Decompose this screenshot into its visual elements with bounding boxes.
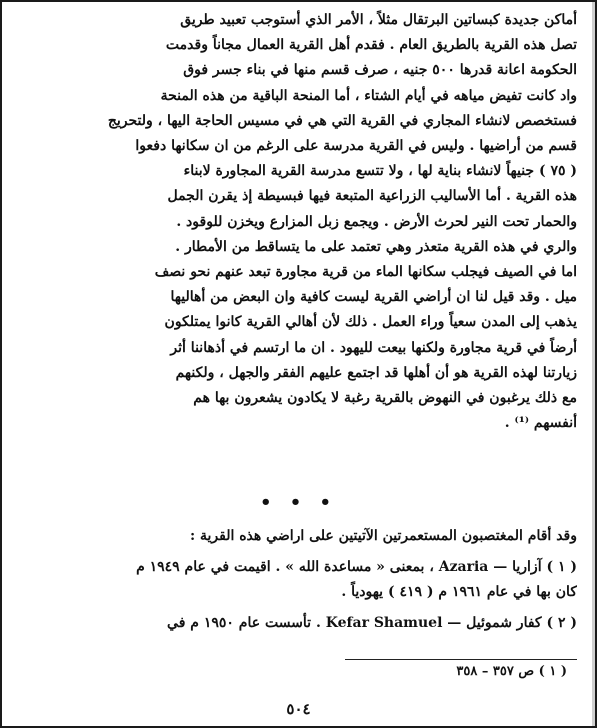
body-line: واد كانت تفيض مياهه في أيام الشتاء ، أما المنحة الباقية من هذه المنحة (160, 87, 577, 104)
settlement-item: ( ١ ) آزاريا — Azaria ، بمعنى « مساعدة الله » . اقيمت في عام ١٩٤٩ م (136, 559, 577, 575)
body-line: أماكن جديدة كبساتين البرتقال مثلاً ، الأمر الذي أستوجب تعبيد طريق (180, 12, 577, 28)
footnote: ( ١ ) ص ٣٥٧ – ٣٥٨ (456, 664, 567, 679)
body-line: فستخصص لانشاء المجاري في القرية التي هي في مسيس الحاجة اليها ، ولتحريج (107, 112, 577, 129)
settlement-item-continuation: كان بها في عام ١٩٦١ م ( ٤١٩ ) يهودياً . (341, 584, 577, 600)
body-line: الحكومة اعانة قدرها ٥٠٠ جنيه ، صرف قسم منها في بناء جسر فوق (183, 62, 577, 79)
footnote-rule (345, 659, 577, 660)
body-line: والري في هذه القرية متعذر وهي تعتمد على ما يتساقط من الأمطار . (175, 238, 577, 255)
body-line: تصل هذه القرية بالطريق العام . فقدم أهل القرية العمال مجاناً وقدمت (165, 37, 577, 54)
body-line: ( ٧٥ ) جنيهاً لانشاء بناية لها ، ولا تتسع مدرسة القرية المجاورة لابناء (183, 163, 577, 180)
body-line: قسم من أراضيها . وليس في القرية مدرسة على الرغم من ان سكانها دفعوا (135, 138, 577, 155)
body-line: اما في الصيف فيجلب سكانها الماء من قرية مجاورة تبعد عنهم نحو نصف (154, 264, 577, 281)
body-line: والحمار تحت النير لحرث الأرض . ويجمع زبل المزارع ويخزن للوقود . (176, 213, 577, 230)
body-line: ميل . وقد قيل لنا ان أراضي القرية ليست كافية وان البعض من أهاليها (170, 289, 577, 306)
body-line: يذهب إلى المدن سعياً وراء العمل . ذلك لأن أهالي القرية كانوا يمتلكون (164, 314, 577, 331)
settlement-item: ( ٢ ) كفار شموئيل — Kefar Shamuel . تأسست عام ١٩٥٠ م في (167, 615, 577, 631)
page-border (592, 2, 595, 726)
section-separator: • • • (259, 492, 338, 513)
settlements-section (20, 524, 577, 636)
settlements-intro: وقد أقام المغتصبون المستعمرتين الآتيتين على اراضي هذه القرية : (189, 528, 577, 544)
body-line: أنفسهم ⁽¹⁾ . (504, 415, 577, 432)
body-line: هذه القرية . أما الأساليب الزراعية المتبعة فيها فبسيطة إذ يقرن الجمل (167, 188, 577, 205)
body-paragraph (20, 8, 577, 436)
body-line: زيارتنا لهذه القرية هو أن أهلها قد اجتمع عليهم الفقر والجهل ، ولكنهم (175, 364, 577, 381)
body-line: أرضاً في قرية مجاورة ولكنها بيعت لليهود . ان ما ارتسم في أذهاننا أثر (170, 339, 577, 356)
body-line: مع ذلك يرغبون في النهوض بالقرية رغبة لا يكادون يشعرون بها هم (193, 390, 577, 407)
page-number: ٥٠٤ (286, 700, 311, 718)
